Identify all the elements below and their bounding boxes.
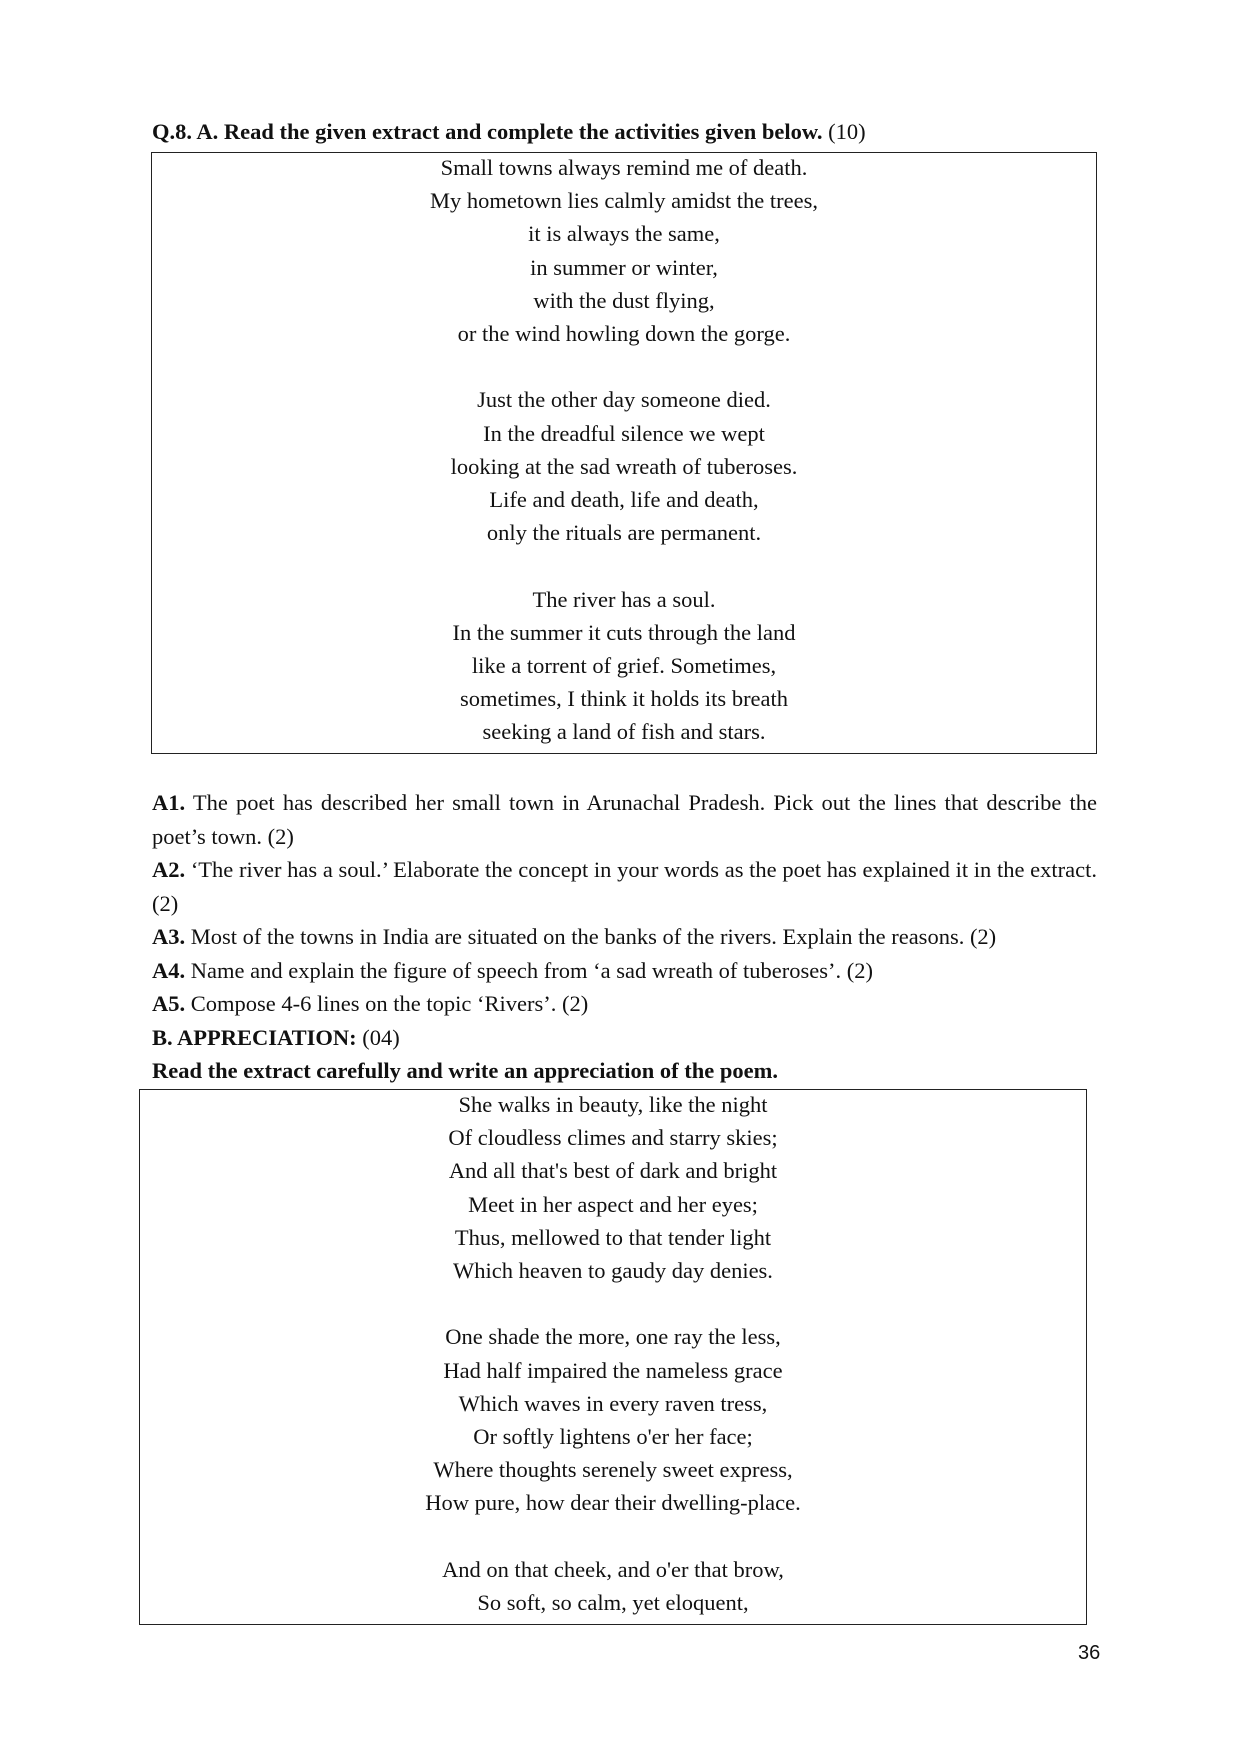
poem-line: She walks in beauty, like the night [458, 1092, 768, 1117]
question-a3 [152, 920, 1097, 954]
section-b-heading [152, 1021, 1097, 1055]
question-number: A4. [152, 957, 186, 983]
page-number: 36 [1078, 1642, 1101, 1664]
activities-section [152, 786, 1097, 1088]
question-text: Compose 4-6 lines on the topic ‘Rivers’. (2) [185, 991, 589, 1016]
question-marks: (10) [828, 119, 866, 144]
poem-line: And all that's best of dark and bright [448, 1158, 778, 1184]
extract-box-b [139, 1089, 1087, 1625]
question-title: Q.8. A. Read the given extract and complete the activities given below. [152, 119, 823, 144]
poem-line: Where thoughts serenely sweet express, [433, 1457, 793, 1483]
poem-line: Or softly lightens o'er her face; [473, 1424, 753, 1449]
question-number: A3. [152, 924, 186, 949]
poem-line: And on that cheek, and o'er that brow, [442, 1556, 784, 1582]
poem-line: The river has a soul. [532, 586, 716, 612]
poem-line: looking at the sad wreath of tuberoses. [450, 453, 798, 479]
poem-line: Just the other day someone died. [477, 387, 771, 413]
poem-line: it is always the same, [528, 221, 720, 247]
poem-line: In the dreadful silence we wept [483, 420, 765, 446]
question-text: ‘The river has a soul.’ Elaborate the concept in your words as the poet has explained it in the extract. (2) [152, 857, 1097, 916]
section-b-instruction: Read the extract carefully and write an appreciation of the poem. [152, 1058, 778, 1083]
poem-line: How pure, how dear their dwelling-place. [425, 1490, 801, 1516]
poem-line: Thus, mellowed to that tender light [454, 1224, 772, 1250]
poem-line: or the wind howling down the gorge. [457, 321, 791, 346]
extract-box-a [151, 152, 1097, 754]
poem-line: like a torrent of grief. Sometimes, [471, 653, 777, 678]
question-a2 [152, 853, 1097, 920]
section-b-label: B. APPRECIATION: [152, 1024, 357, 1050]
poem-line: Which waves in every raven tress, [458, 1390, 768, 1416]
question-number: A2. [152, 857, 186, 882]
poem-line: only the rituals are permanent. [486, 520, 762, 546]
section-b-marks: (04) [356, 1024, 400, 1050]
question-number: A5. [152, 991, 186, 1016]
poem-line: Life and death, life and death, [489, 487, 759, 512]
poem-line: Had half impaired the nameless grace [443, 1357, 783, 1383]
poem-line: Meet in her aspect and her eyes; [468, 1191, 758, 1217]
poem-line: with the dust flying, [533, 287, 715, 313]
poem-line: One shade the more, one ray the less, [445, 1324, 781, 1350]
poem-line: in summer or winter, [530, 254, 718, 280]
question-number: A1. [152, 790, 186, 815]
poem-line: My hometown lies calmly amidst the trees, [429, 188, 819, 214]
poem-line: In the summer it cuts through the land [452, 619, 796, 645]
question-a5 [152, 987, 1097, 1021]
poem-line: Which heaven to gaudy day denies. [453, 1258, 773, 1283]
poem-line: Small towns always remind me of death. [440, 155, 808, 180]
question-text: Name and explain the figure of speech from ‘a sad wreath of tuberoses’. (2) [185, 957, 873, 983]
question-text: Most of the towns in India are situated on the banks of the rivers. Explain the reasons. (2) [185, 924, 997, 949]
poem-line: Of cloudless climes and starry skies; [448, 1125, 778, 1151]
question-a1 [152, 786, 1097, 853]
question-a4 [152, 954, 1097, 988]
poem-line: seeking a land of fish and stars. [482, 719, 766, 745]
question-text: The poet has described her small town in Arunachal Pradesh. Pick out the lines that describe the poet’s town. (2) [152, 790, 1097, 849]
poem-line: So soft, so calm, yet eloquent, [477, 1590, 749, 1615]
question-heading [152, 117, 866, 147]
poem-line: sometimes, I think it holds its breath [459, 686, 789, 712]
